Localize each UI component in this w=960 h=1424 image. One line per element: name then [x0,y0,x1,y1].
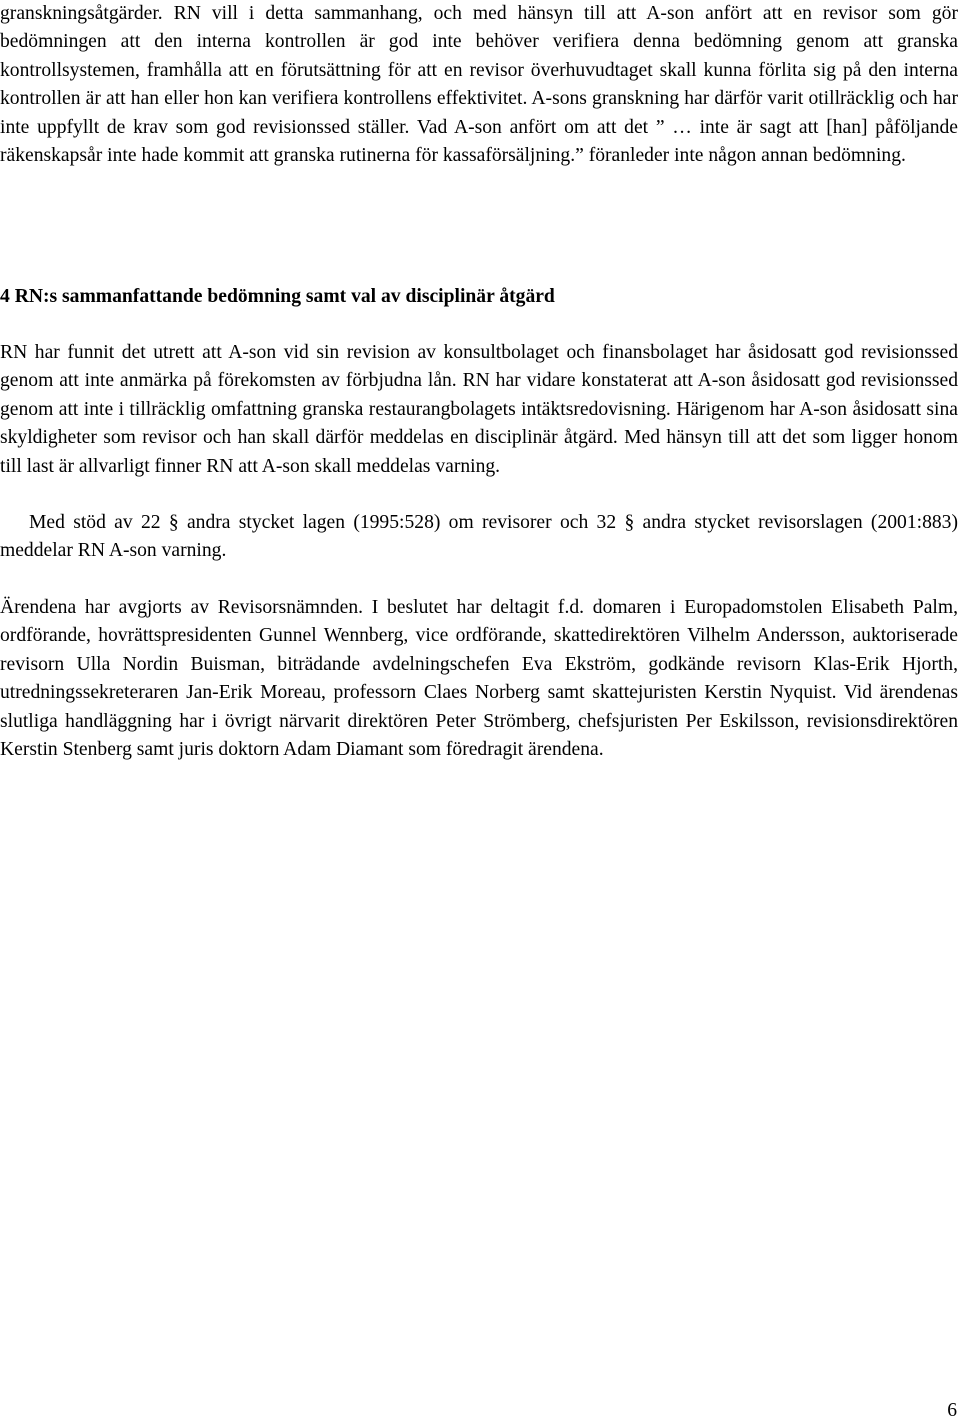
legal-basis-paragraph: Med stöd av 22 § andra stycket lagen (1995:528) om revisorer och 32 § andra stycket revisorslagen (2001:883) meddelar RN A-son varning. [0,512,958,562]
intro-paragraph: granskningsåtgärder. RN vill i detta sammanhang, och med hänsyn till att A-son anfört att en revisor som gör bedömningen att den interna kontrollen är god inte behöver verifiera denna bedömning genom att granska kontrollsystemen, framhålla att en förutsättning för att en revisor överhuvudtaget skall kunna förlita sig på den interna kontrollen är att han eller hon kan verifiera kontrollens effektivitet. A-sons granskning har därför varit otillräcklig och har inte uppfyllt de krav som god revisionssed ställer. Vad A-son anfört om att det ” … inte är sagt att [han] påföljande räkenskapsår inte hade kommit att granska rutinerna för kassaförsäljning.” föranleder inte någon annan bedömning. [0,3,958,167]
summary-paragraph: RN har funnit det utrett att A-son vid sin revision av konsultbolaget och finansbolaget har åsidosatt god revisionssed genom att inte anmärka på förekomsten av förbjudna lån. RN har vidare konstaterat att A-son åsidosatt god revisionssed genom att inte i tillräcklig omfattning granska restaurangbolagets intäktsredovisning. Härigenom har A-son åsidosatt sina skyldigheter som revisor och han skall därför meddelas en disciplinär åtgärd. Med hänsyn till att det som ligger honom till last är allvarligt finner RN att A-son skall meddelas varning. [0,342,958,477]
page-number: 6 [947,1400,957,1421]
decision-paragraph: Ärendena har avgjorts av Revisorsnämnden. I beslutet har deltagit f.d. domaren i Europadomstolen Elisabeth Palm, ordförande, hovrättspresidenten Gunnel Wennberg, vice ordförande, skattedirektören Vilhelm Andersson, auktoriserade revisorn Ulla Nordin Buisman, biträdande avdelningschefen Eva Ekström, godkände revisorn Klas-Erik Hjorth, utredningssekreteraren Jan-Erik Moreau, professorn Claes Norberg samt skattejuristen Kerstin Nyquist. Vid ärendenas slutliga handläggning har i övrigt närvarit direktören Peter Strömberg, chefsjuristen Per Eskilsson, revisionsdirektören Kerstin Stenberg samt juris doktorn Adam Diamant som föredragit ärendena. [0,597,958,761]
section-heading: 4 RN:s sammanfattande bedömning samt val av disciplinär åtgärd [0,286,555,307]
